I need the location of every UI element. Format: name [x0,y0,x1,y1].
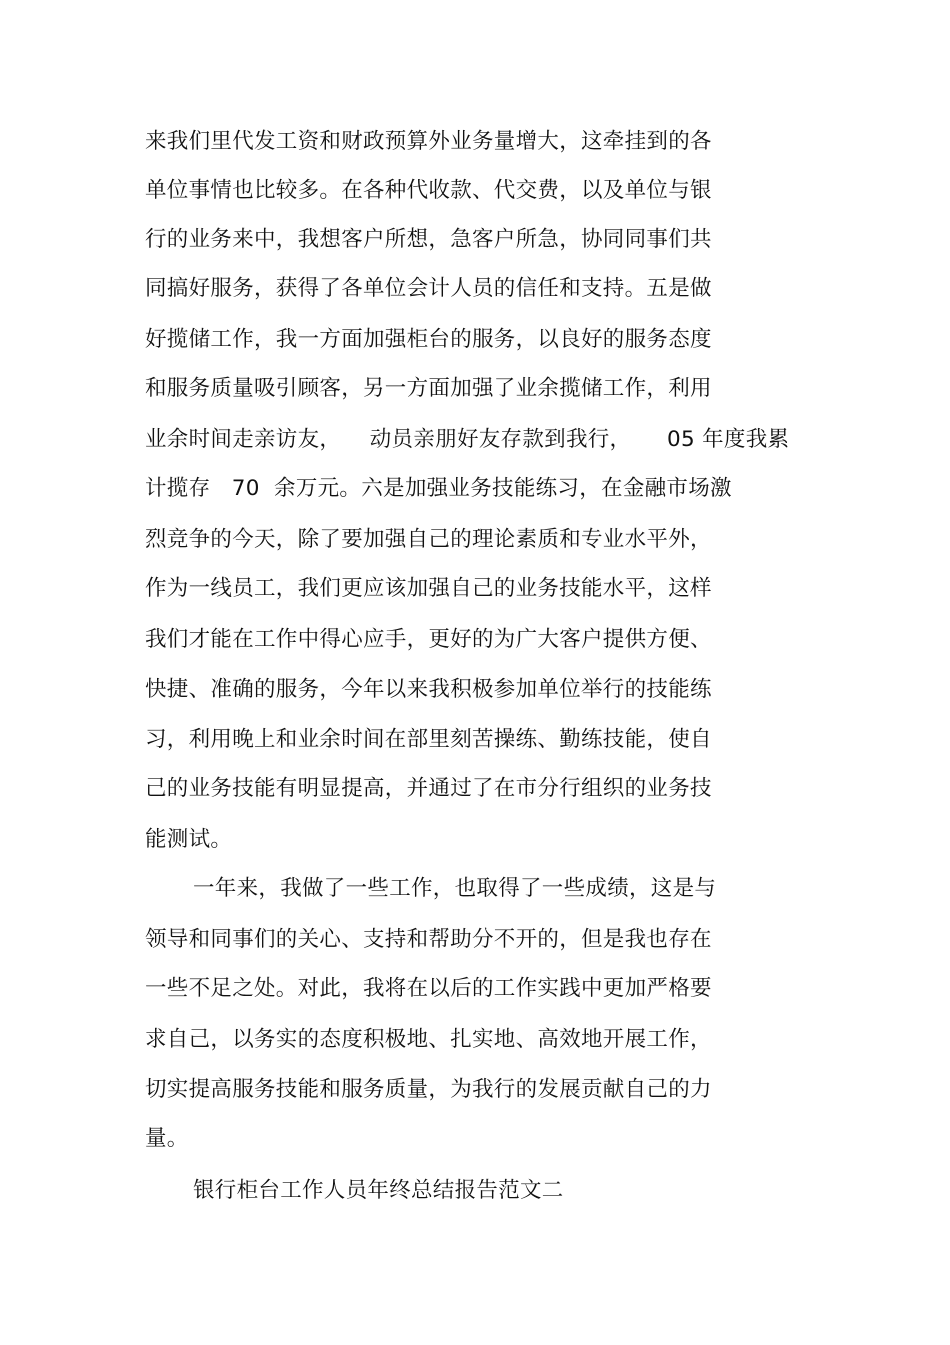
paragraph-line: 来我们里代发工资和财政预算外业务量增大，这牵挂到的各 [145,129,712,154]
paragraph-line: 快捷、准确的服务，今年以来我积极参加单位举行的技能练 [145,677,712,702]
paragraph-line: 求自己，以务实的态度积极地、扎实地、高效地开展工作， [145,1027,712,1052]
paragraph-line: 烈竞争的今天，除了要加强自己的理论素质和专业水平外， [145,527,712,552]
paragraph-line: 作为一线员工，我们更应该加强自己的业务技能水平，这样 [145,576,712,601]
paragraph-line: 切实提高服务技能和服务质量，为我行的发展贡献自己的力 [145,1077,712,1102]
paragraph-line: 量。 [145,1126,189,1151]
paragraph-line: 行的业务来中，我想客户所想，急客户所急，协同同事们共 [145,227,712,252]
section-heading: 银行柜台工作人员年终总结报告范文二 [193,1178,564,1203]
paragraph-line: 好揽储工作，我一方面加强柜台的服务，以良好的服务态度 [145,327,712,352]
paragraph-line: 习，利用晚上和业余时间在部里刻苦操练、勤练技能，使自 [145,727,712,752]
paragraph-line: 己的业务技能有明显提高，并通过了在市分行组织的业务技 [145,776,712,801]
paragraph-line: 计揽存 70 余万元。六是加强业务技能练习，在金融市场激 [145,476,732,501]
paragraph-line: 能测试。 [145,827,233,852]
paragraph-line: 我们才能在工作中得心应手，更好的为广大客户提供方便、 [145,627,712,652]
paragraph-line: 和服务质量吸引顾客，另一方面加强了业余揽储工作，利用 [145,376,712,401]
paragraph-line: 一些不足之处。对此，我将在以后的工作实践中更加严格要 [145,976,712,1001]
paragraph-line: 单位事情也比较多。在各种代收款、代交费，以及单位与银 [145,178,712,203]
paragraph-line: 领导和同事们的关心、支持和帮助分不开的，但是我也存在 [145,927,712,952]
paragraph-line: 业余时间走亲访友， 动员亲朋好友存款到我行， 05 年度我累 [145,427,790,452]
paragraph-first-line: 一年来，我做了一些工作，也取得了一些成绩，这是与 [193,876,717,901]
paragraph-line: 同搞好服务，获得了各单位会计人员的信任和支持。五是做 [145,276,712,301]
